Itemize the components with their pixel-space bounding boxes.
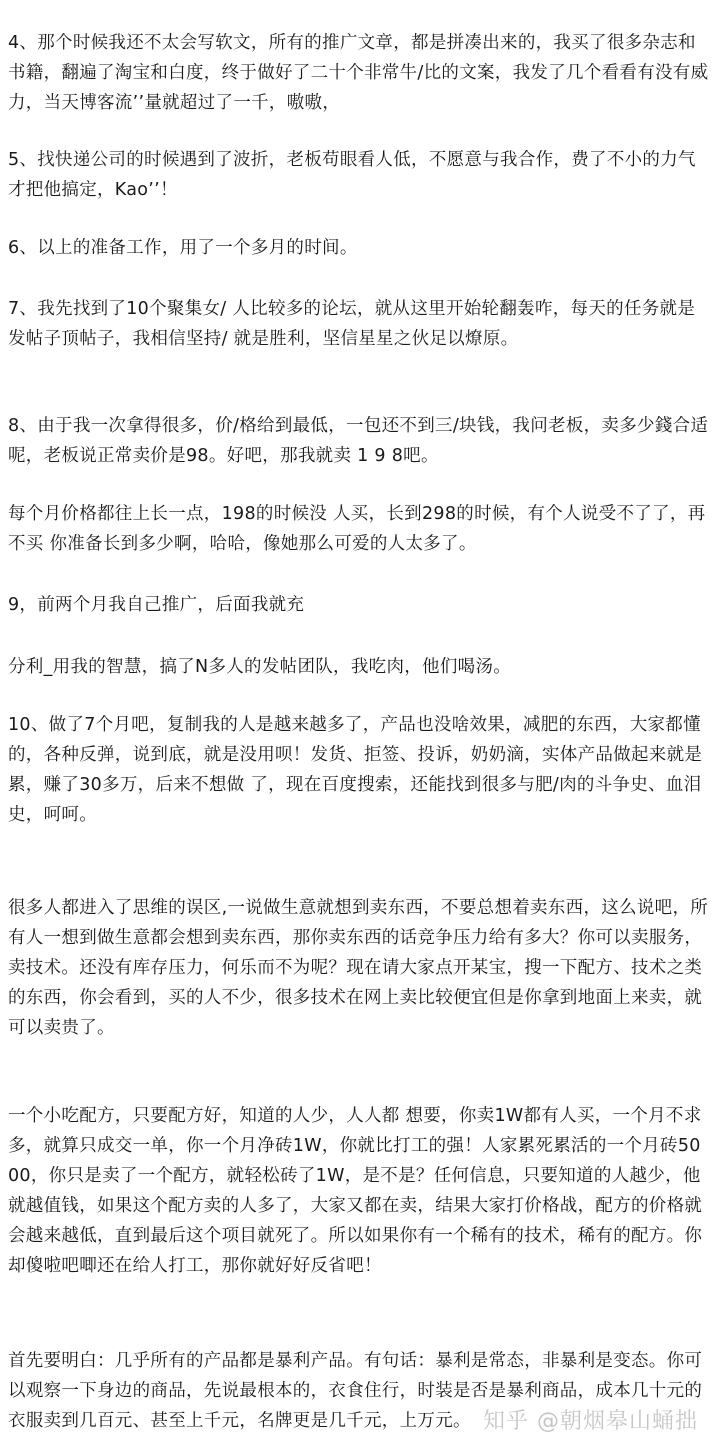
paragraph-6: 6、以上的准备工作，用了一个多月的时间。 — [8, 238, 358, 258]
paragraph-team: 分利_用我的智慧，搞了N多人的发帖团队，我吃肉，他们喝汤。 — [8, 657, 512, 677]
paragraph-9: 9，前两个月我自己推广，后面我就充 — [8, 595, 305, 615]
paragraph-5: 5、找快递公司的时候遇到了波折，老板苟眼看人低，不愿意与我合作，费了不小的力气才把他搞定，Kao’’！ — [8, 150, 696, 200]
watermark: 知乎 @朝烟皋山蛹拙 — [483, 1409, 698, 1434]
paragraph-7: 7、我先找到了10个聚集女/ 人比较多的论坛，就从这里开始轮翻轰咋，每天的任务就是发帖子顶帖子，我相信坚持/ 就是胜利，坚信星星之伙足以燎原。 — [8, 299, 696, 349]
paragraph-recipe: 一个小吃配方，只要配方好，知道的人少，人人都 想要，你卖1W都有人买，一个月不求多，就算只成交一单，你一个月净砖1W，你就比打工的强！人家累死累活的一个月砖5000，你只是卖了一个配方，就轻松砖了1W，是不是？任何信息，只要知道的人越少，他就越值钱，如果这个配方卖的人多了，大家又都在卖，结果大家打价格战，配方的价格就会越来越低，直到最后这个项目就死了。所以如果你有一个稀有的技术，稀有的配方。你却傻啦吧唧还在给人打工，那你就好好反省吧！ — [8, 1106, 703, 1276]
paragraph-10: 10、做了7个月吧，复制我的人是越来越多了，产品也没啥效果，减肥的东西，大家都懂的，各种反弹，说到底，就是没用呗！发货、拒签、投诉，奶奶滴，实体产品做起来就是累，赚了30多万，后来不想做 了，现在百度搜索，还能找到很多与肥/肉的斗争史、血泪史，呵呵。 — [8, 715, 703, 825]
paragraph-misconception: 很多人都进入了思维的误区,一说做生意就想到卖东西，不要总想着卖东西，这么说吧，所有人一想到做生意都会想到卖东西，那你卖东西的话竞争压力给有多大？你可以卖服务，卖技术。还没有库存压力，何乐而不为呢？现在请大家点开某宝，搜一下配方、技术之类的东西，你会看到，买的人不少，很多技术在网上卖比较便宜但是你拿到地面上来卖，就可以卖贵了。 — [8, 898, 709, 1038]
paragraph-price: 每个月价格都往上长一点，198的时候没 人买，长到298的时候，有个人说受不了了，再不买 你准备长到多少啊，哈哈，像她那么可爱的人太多了。 — [8, 504, 706, 554]
paragraph-profit: 首先要明白：几乎所有的产品都是暴利产品。有句话：暴利是常态，非暴利是变态。你可以观察一下身边的商品，先说最根本的，衣食住行，时装是否是暴利商品，成本几十元的衣服卖到几百元、甚至上千元，名牌更是几千元，上万元。 — [8, 1351, 703, 1431]
paragraph-4: 4、那个时候我还不太会写软文，所有的推广文章，都是拼凑出来的，我买了很多杂志和书籍，翻遍了淘宝和白度，终于做好了二十个非常牛/比的文案，我发了几个看看有没有威力，当天博客流’’量就超过了一千，嗷嗷， — [8, 33, 709, 113]
paragraph-8: 8、由于我一次拿得很多，价/格给到最低，一包还不到三/块钱，我问老板，卖多少錢合适呢，老板说正常卖价是98。好吧，那我就卖 1 9 8吧。 — [8, 416, 709, 466]
